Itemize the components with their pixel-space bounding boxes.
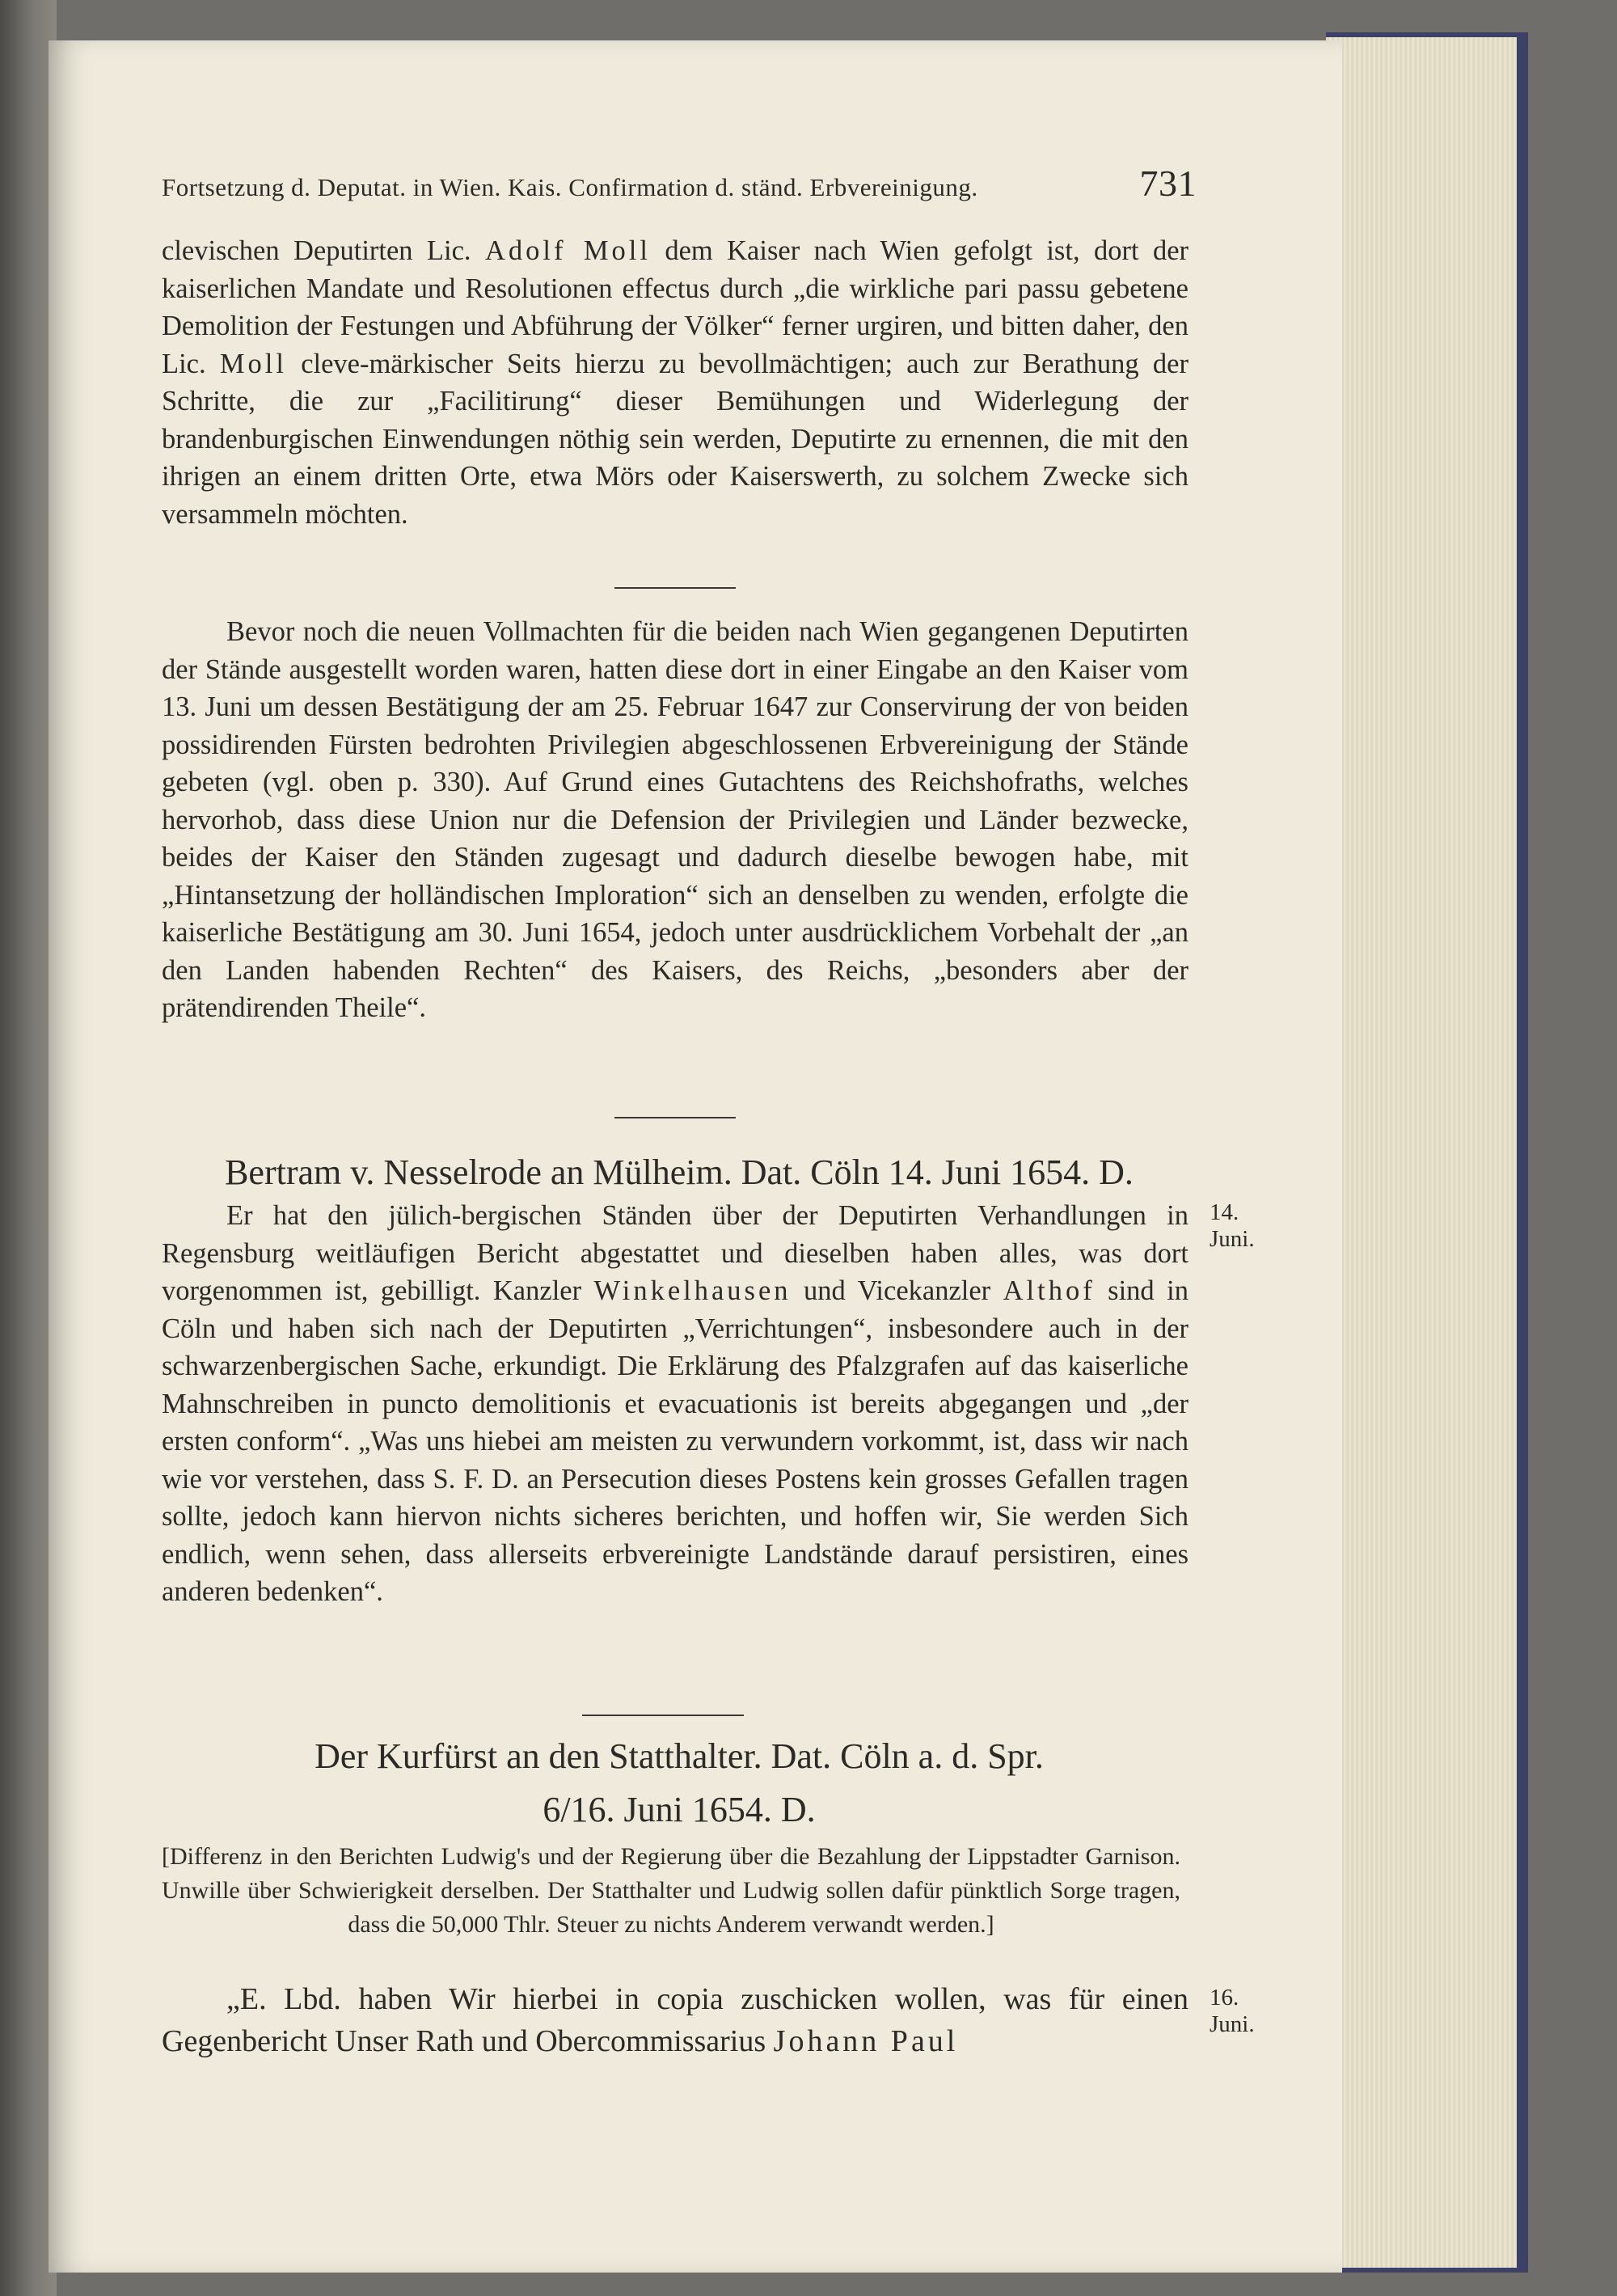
person-name-moll: Moll: [219, 348, 287, 379]
section-divider: [614, 1117, 736, 1118]
person-name-winkelhausen: Winkelhausen: [593, 1275, 792, 1306]
letter-heading-nesselrode: Bertram v. Nesselrode an Mülheim. Dat. Cöln 14. Juni 1654. D.: [225, 1152, 1134, 1192]
running-head-title: Fortsetzung d. Deputat. in Wien. Kais. Confirmation d. ständ. Erbvereinigung.: [162, 173, 978, 201]
paragraph-4: [162, 1978, 1188, 2062]
book-page-edges: [1326, 32, 1528, 2273]
paragraph-3-part-c: sind in Cöln und haben sich nach der Deputirten „Verrichtungen“, insbesondere auch in der schwarzenbergischen Sache, erkundigt. Die Erklärung des Pfalzgrafen auf das kaiserliche Mahnschreiben in puncto demolitionis et evacuationis ist bereits abgegangen und „der ersten conform“. „Was uns hiebei am meisten zu verwundern vorkommt, ist, dass wir nach wie vor verstehen, dass S. F. D. an Persecution dieses Postens kein grosses Gefallen tragen sollte, jedoch kann hiervon nichts sicheres berichten, und hoffen wir, Sie werden Sich endlich, wenn sehen, dass allerseits erbvereinigte Landstände darauf persistiren, eines anderen bedenken“.: [162, 1275, 1188, 1607]
paragraph-3-part-a: Er hat den jülich-bergischen Ständen über der Deputirten Verhandlungen in Regensburg weitläufigen Bericht abgestattet und dieselben haben alles, was dort vorgenommen ist, gebilligt. Kanzler: [162, 1200, 1188, 1306]
letter-heading-kurfuerst-line-2: 6/16. Juni 1654. D.: [543, 1790, 816, 1829]
paragraph-1-part-a: clevischen Deputirten Lic.: [162, 235, 485, 266]
book-page: [49, 40, 1342, 2273]
paragraph-1: [162, 232, 1188, 533]
paragraph-1-part-b: dem Kaiser nach Wien gefolgt ist, dort der kaiserlichen Mandate und Resolutionen effectus durch „die wirkliche pari passu gebetene Demolition der Festungen und Abführung der Völker“ ferner urgiren, und bitten daher, den Lic.: [162, 235, 1188, 379]
paragraph-3: [162, 1197, 1188, 1611]
editorial-summary-note: [Differenz in den Berichten Ludwig's und der Regierung über die Bezahlung der Lippstadter Garnison. Unwille über Schwierigkeit derselben. Der Statthalter und Ludwig sollen dafür pünktlich Sorge tragen, dass die 50,000 Thlr. Steuer zu nichts Anderem verwandt werden.]: [162, 1843, 1180, 1938]
person-name-althof: Althof: [1003, 1275, 1096, 1306]
section-divider: [614, 587, 736, 589]
section-divider: [582, 1715, 744, 1716]
letter-heading-kurfuerst-line-1: Der Kurfürst an den Statthalter. Dat. Cöln a. d. Spr.: [315, 1736, 1044, 1776]
paragraph-3-part-b: und Vicekanzler: [791, 1275, 1003, 1306]
margin-date-16-juni: 16. Juni.: [1210, 1985, 1255, 2037]
paragraph-1-part-c: cleve-märkischer Seits hierzu zu bevollmächtigen; auch zur Berathung der Schritte, die zur „Facilitirung“ dieser Bemühungen und Widerlegung der brandenburgischen Einwendungen nöthig sein werden, Deputirte zu ernennen, die mit den ihrigen an einem dritten Orte, etwa Mörs oder Kaiserswerth, zu solchem Zwecke sich versammeln möchten.: [162, 348, 1188, 530]
page-number: 731: [1139, 163, 1197, 204]
margin-date-14-juni: 14. Juni.: [1210, 1199, 1255, 1252]
paragraph-2: Bevor noch die neuen Vollmachten für die beiden nach Wien gegangenen Deputirten der Stände ausgestellt worden waren, hatten diese dort in einer Eingabe an den Kaiser vom 13. Juni um dessen Bestätigung der am 25. Februar 1647 zur Conservirung der von beiden possidirenden Fürsten bedrohten Privilegien abgeschlossenen Erbvereinigung der Stände gebeten (vgl. oben p. 330). Auf Grund eines Gutachtens des Reichshofraths, welches hervorhob, dass diese Union nur die Defension der Privilegien und Länder bezwecke, beides der Kaiser den Ständen zugesagt und dadurch dieselbe bewogen habe, mit „Hintansetzung der holländischen Imploration“ sich an denselben zu wenden, erfolgte die kaiserliche Bestätigung am 30. Juni 1654, jedoch unter ausdrücklichem Vorbehalt der „an den Landen habenden Rechten“ des Kaisers, des Reichs, „besonders aber der prätendirenden Theile“.: [162, 616, 1188, 1023]
running-head: [162, 162, 1197, 205]
person-name-johann-paul: Johann Paul: [773, 2024, 959, 2058]
paragraph-4-part-a: „E. Lbd. haben Wir hierbei in copia zuschicken wollen, was für einen Gegenbericht Unser Rath und Obercommissarius: [162, 1982, 1188, 2058]
person-name-adolf-moll: Adolf Moll: [484, 235, 651, 266]
